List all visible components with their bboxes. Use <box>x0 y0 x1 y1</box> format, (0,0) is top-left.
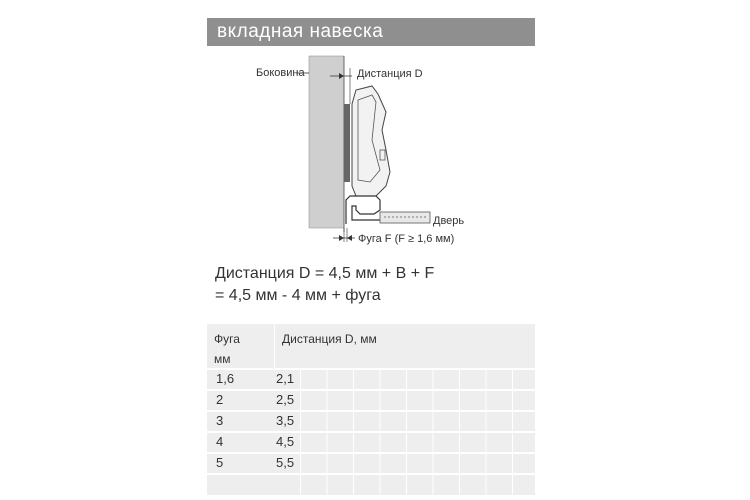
distance-table <box>207 324 535 495</box>
formula-line-1: Дистанция D = 4,5 мм + B + F <box>215 265 435 282</box>
side-panel <box>309 56 344 228</box>
gap-value: 4 <box>216 434 224 449</box>
mounting-plate <box>344 104 350 182</box>
empty-cells <box>300 475 535 495</box>
empty-cells <box>300 412 535 431</box>
table-row <box>207 368 535 389</box>
col-gap-unit: мм <box>214 352 231 366</box>
empty-cells <box>300 433 535 452</box>
distance-value: 4,5 <box>276 434 295 449</box>
label-side: Боковина <box>256 67 305 79</box>
header-divider <box>274 324 275 368</box>
gap-arrow-head-right <box>347 235 352 241</box>
table-row <box>207 452 535 473</box>
empty-cells <box>300 370 535 389</box>
empty-cells <box>300 454 535 473</box>
empty-cells <box>300 391 535 410</box>
gap-value: 3 <box>216 413 224 428</box>
table-row <box>207 389 535 410</box>
table-row <box>207 410 535 431</box>
label-gap: Фуга F (F ≥ 1,6 мм) <box>358 233 455 245</box>
distance-value: 3,5 <box>276 413 295 428</box>
distance-value: 2,5 <box>276 392 295 407</box>
distance-value: 2,1 <box>276 371 295 386</box>
formula-line-2: = 4,5 мм - 4 мм + фуга <box>215 287 381 304</box>
label-door: Дверь <box>433 215 465 227</box>
gap-arrow-head <box>339 235 344 241</box>
gap-value: 1,6 <box>216 371 235 386</box>
col-distance-label: Дистанция D, мм <box>282 332 377 346</box>
gap-value: 5 <box>216 455 224 470</box>
col-gap-label: Фуга <box>214 332 240 346</box>
table-row <box>207 431 535 452</box>
table-row-empty <box>207 473 535 495</box>
distance-value: 5,5 <box>276 455 295 470</box>
label-distance: Дистанция D <box>357 68 423 80</box>
table-header <box>207 324 535 368</box>
door-profile <box>346 196 380 224</box>
section-title: вкладная навеска <box>217 21 384 42</box>
gap-value: 2 <box>216 392 224 407</box>
